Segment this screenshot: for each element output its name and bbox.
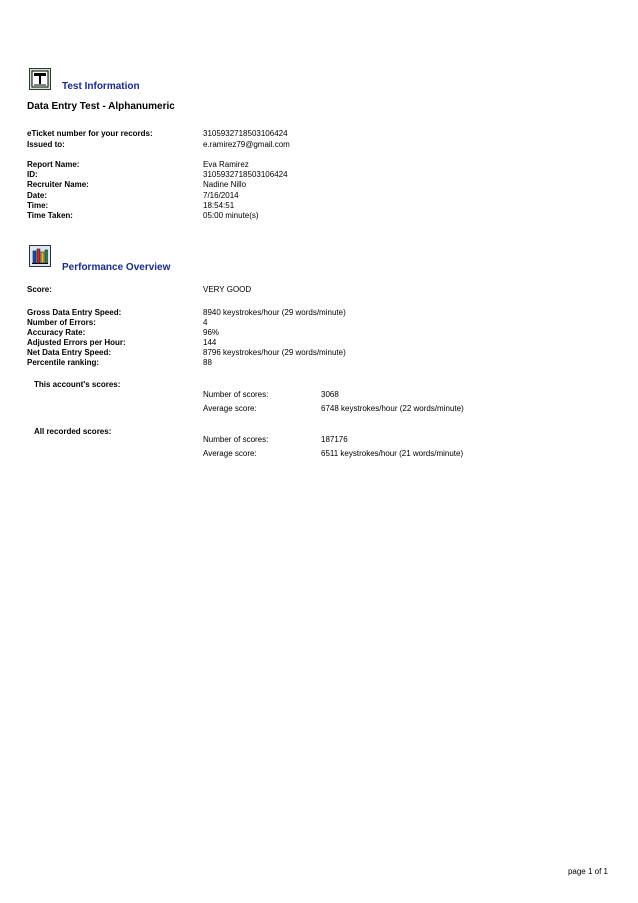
field-value: 8796 keystrokes/hour (29 words/minute)	[203, 348, 346, 357]
field-label: Net Data Entry Speed:	[27, 348, 112, 357]
document-icon	[29, 68, 51, 90]
field-label: Issued to:	[27, 140, 65, 149]
field-label: Report Name:	[27, 160, 80, 169]
page-number: page 1 of 1	[567, 867, 608, 876]
field-value: 88	[203, 358, 212, 367]
field-value: 7/16/2014	[203, 191, 239, 200]
field-value: Eva Ramirez	[203, 160, 249, 169]
books-icon	[29, 245, 51, 267]
field-value: 8940 keystrokes/hour (29 words/minute)	[203, 308, 346, 317]
field-label: Recruiter Name:	[27, 180, 89, 189]
field-label: Date:	[27, 191, 48, 200]
field-label: ID:	[27, 170, 38, 179]
field-value: 3105932718503106424	[203, 170, 288, 179]
all-avg-label: Average score:	[203, 449, 257, 458]
field-value: Nadine Nillo	[203, 180, 247, 189]
field-label: Time Taken:	[27, 211, 73, 220]
field-label: Accuracy Rate:	[27, 328, 86, 337]
account-count-value: 3068	[321, 390, 339, 399]
all-avg-value: 6511 keystrokes/hour (21 words/minute)	[321, 449, 464, 458]
field-value: 4	[203, 318, 208, 327]
test-name-heading: Data Entry Test - Alphanumeric	[27, 101, 175, 112]
field-label: Time:	[27, 201, 49, 210]
account-count-label: Number of scores:	[203, 390, 269, 399]
field-label: Percentile ranking:	[27, 358, 100, 367]
field-label: Gross Data Entry Speed:	[27, 308, 122, 317]
account-scores-heading: This account's scores:	[34, 380, 121, 389]
field-value: e.ramirez79@gmail.com	[203, 140, 290, 149]
all-scores-heading: All recorded scores:	[34, 427, 112, 436]
field-value: 05:00 minute(s)	[203, 211, 259, 220]
score-value: VERY GOOD	[203, 285, 252, 294]
all-count-label: Number of scores:	[203, 435, 269, 444]
field-label: Adjusted Errors per Hour:	[27, 338, 126, 347]
score-label: Score:	[27, 285, 52, 294]
account-avg-value: 6748 keystrokes/hour (22 words/minute)	[321, 404, 464, 413]
field-value: 3105932718503106424	[203, 129, 288, 138]
section-title-performance: Performance Overview	[62, 262, 171, 273]
section-title-test-info: Test Information	[62, 81, 140, 92]
field-label: eTicket number for your records:	[27, 129, 153, 138]
account-avg-label: Average score:	[203, 404, 257, 413]
field-value: 18:54:51	[203, 201, 235, 210]
field-label: Number of Errors:	[27, 318, 96, 327]
field-value: 144	[203, 338, 217, 347]
all-count-value: 187176	[321, 435, 348, 444]
field-value: 96%	[203, 328, 220, 337]
